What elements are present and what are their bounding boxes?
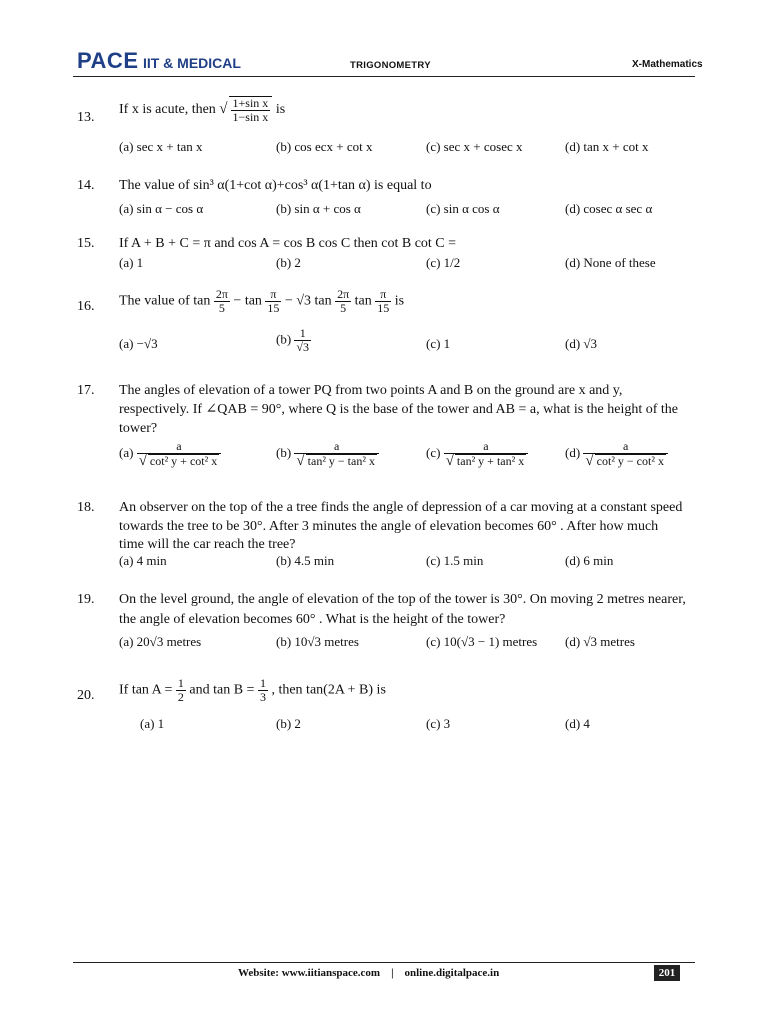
page-number: 201 (654, 965, 680, 981)
option-a: (a) 1 (119, 255, 144, 270)
fraction: $\frac{1}{3}$ (259, 676, 266, 704)
option-a: (a) 4 min (119, 553, 167, 568)
option-c: (c) sin α cos α (426, 201, 500, 216)
option-c: (c) 1 (426, 336, 451, 351)
question-18-line-1: An observer on the top of the a tree finds the angle of depression of a car moving at a constant speed (119, 500, 683, 515)
option-b: (b) sin α + cos α (276, 201, 361, 216)
option-c: (c) $\frac{a}{\text{√ tan² y + tan² x}}$ (426, 440, 528, 468)
option-b: (b) 10√3 metres (276, 634, 359, 649)
question-19-line-2: the angle of elevation becomes 60° . What is the height of the tower? (119, 612, 506, 627)
logo-main: PACE (77, 48, 139, 73)
question-14-text: The value of sin³ α(1+cot α)+cos³ α(1+tan α) is equal to (119, 178, 432, 193)
fraction: $\frac{a}{\text{√ cot² y − cot² x}}$ (583, 440, 668, 468)
question-number: 14. (77, 178, 95, 193)
fraction: $\frac{\pi}{15}$ (377, 287, 390, 315)
option-b: (b) 4.5 min (276, 553, 335, 568)
radical-fraction: $\frac{\text{1+sin x}}{\text{1−sin x}}$ (229, 96, 273, 124)
option-c: (c) 3 (426, 716, 451, 731)
option-a: (a) sin α − cos α (119, 201, 204, 216)
fraction: $\frac{a}{\text{√ cot² y + cot² x}}$ (137, 440, 222, 468)
question-number: 17. (77, 383, 95, 398)
question-number: 15. (77, 236, 95, 251)
option-b: (b) 2 (276, 255, 301, 270)
option-b: (b) cos ecx + cot x (276, 139, 373, 154)
question-17-line-2: respectively. If ∠QAB = 90°, where Q is the base of the tower and AB = a, what is the height of the (119, 402, 679, 417)
header-divider (73, 76, 695, 77)
question-number: 13. (77, 110, 95, 125)
question-number: 19. (77, 592, 95, 607)
publisher-logo (77, 48, 241, 74)
question-18-line-3: time will the car reach the tree? (119, 537, 296, 552)
option-b: (b) $\frac{a}{\text{√ tan² y − tan² x}}$ (276, 440, 379, 468)
option-c: (c) 10(√3 − 1) metres (426, 634, 538, 649)
footer-divider (73, 962, 695, 963)
option-d: (d) 4 (565, 716, 590, 731)
logo-sub: IIT & MEDICAL (142, 55, 241, 71)
fraction: $\frac{a}{\text{√ tan² y + tan² x}}$ (444, 440, 529, 468)
fraction: $\frac{2\pi}{5}$ (215, 287, 228, 315)
option-d: (d) √3 (565, 336, 598, 351)
question-number: 18. (77, 500, 95, 515)
option-d: (d) cosec α sec α (565, 201, 653, 216)
option-a: (a) sec x + tan x (119, 139, 203, 154)
option-a: (a) $\frac{a}{\text{√ cot² y + cot² x}}$ (119, 440, 221, 468)
option-c: (c) sec x + cosec x (426, 139, 523, 154)
question-15-text: If A + B + C = π and cos A = cos B cos C then cot B cot C = (119, 236, 457, 251)
chapter-title: TRIGONOMETRY (350, 60, 431, 71)
option-d: (d) None of these (565, 255, 656, 270)
question-number: 16. (77, 299, 95, 314)
option-a: (a) 20√3 metres (119, 634, 202, 649)
option-a: (a) 1 (140, 716, 165, 731)
option-d: (d) √3 metres (565, 634, 635, 649)
option-b: (b) $\frac{1}{√3}$ (276, 326, 310, 354)
option-d: (d) tan x + cot x (565, 139, 649, 154)
fraction: $\frac{2\pi}{5}$ (337, 287, 350, 315)
fraction: $\frac{1}{√3}$ (296, 326, 310, 354)
question-19-line-1: On the level ground, the angle of elevation of the top of the tower is 30°. On moving 2 metres nearer, (119, 592, 686, 607)
question-17-line-3: tower? (119, 421, 158, 436)
question-13-text: If x is acute, then √ $\frac{\text{1+sin x}}{\text{1−sin x}}$ is (119, 96, 286, 124)
fraction: $\frac{\pi}{15}$ (267, 287, 280, 315)
question-20-text: If tan A = $\frac{1}{2}$ and tan B = $\frac{1}{3}$ , then tan(2A + B) is (119, 676, 386, 704)
question-17-line-1: The angles of elevation of a tower PQ from two points A and B on the ground are x and y, (119, 383, 623, 398)
option-d: (d) $\frac{a}{\text{√ cot² y − cot² x}}$ (565, 440, 668, 468)
option-a: (a) −√3 (119, 336, 158, 351)
fraction: $\frac{a}{\text{√ tan² y − tan² x}}$ (294, 440, 379, 468)
option-c: (c) 1/2 (426, 255, 461, 270)
class-subject: X-Mathematics (632, 59, 703, 70)
question-16-text: The value of tan $\frac{2\pi}{5}$ − tan $\frac{\pi}{15}$ − √3 tan $\frac{2\pi}{5}$ tan $\frac{\pi}{15}$ is (119, 287, 405, 315)
option-d: (d) 6 min (565, 553, 614, 568)
question-number: 20. (77, 688, 95, 703)
fraction: $\frac{1}{2}$ (177, 676, 184, 704)
option-b: (b) 2 (276, 716, 301, 731)
question-18-line-2: towards the tree to be 30°. After 3 minutes the angle of elevation becomes 60° . After how much (119, 519, 659, 534)
footer-website: Website: www.iitianspace.com | online.digitalpace.in (238, 967, 500, 979)
option-c: (c) 1.5 min (426, 553, 484, 568)
